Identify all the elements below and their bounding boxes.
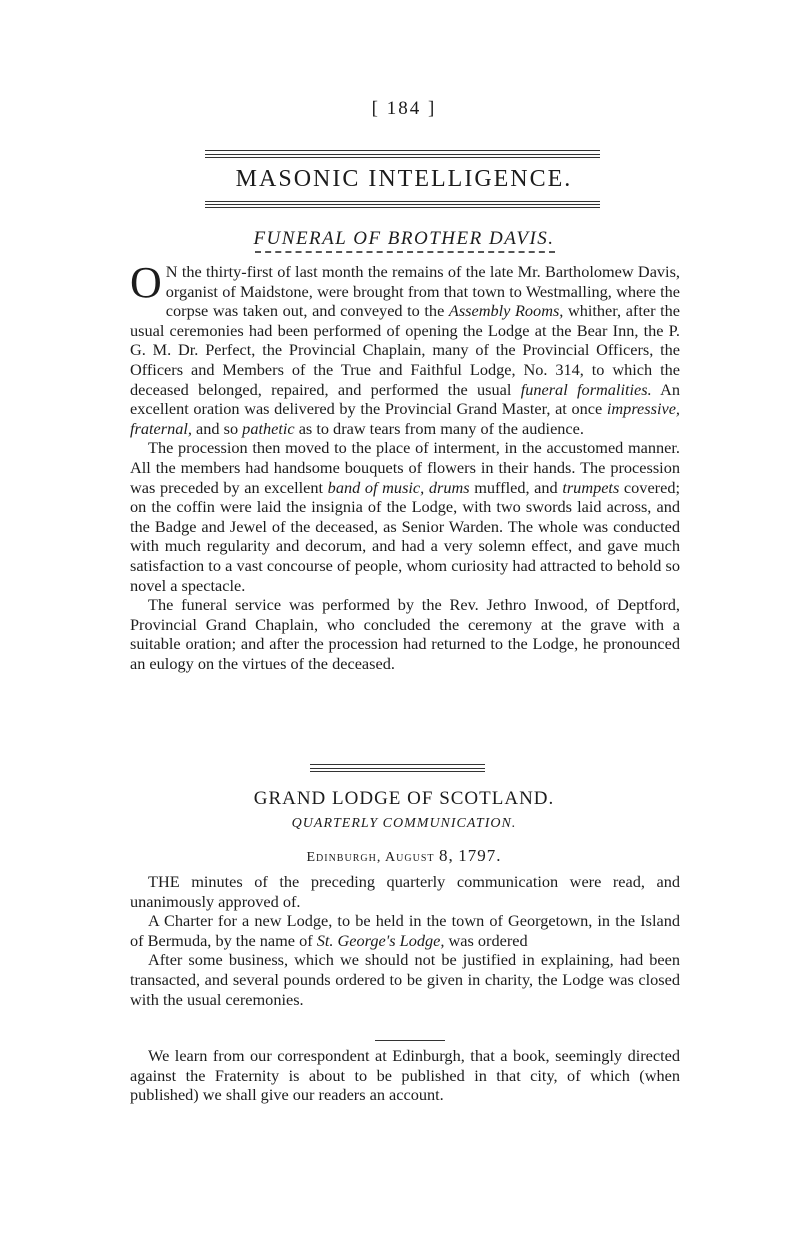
note-paragraph: We learn from our correspondent at Edinburgh, that a book, seemingly directed against the Fraternity is about to be published in that city, of which (when published) we shall give our readers an account.	[130, 1046, 680, 1105]
funeral-article-body	[130, 258, 681, 673]
funeral-paragraph-3: The funeral service was performed by the Rev. Jethro Inwood, of Deptford, Provincial Grand Chaplain, who concluded the ceremony at the grave with a suitable oration; and after the procession had returned to the Lodge, he pronounced an eulogy on the virtues of the deceased.	[130, 595, 680, 673]
scotland-article-body	[130, 872, 680, 1009]
scotland-paragraph-1: THE minutes of the preceding quarterly communication were read, and unanimously approved of.	[130, 872, 680, 911]
scotland-paragraph-3: After some business, which we should not be justified in explaining, had been transacted, and several pounds ordered to be given in charity, the Lodge was closed with the usual ceremonies.	[130, 950, 680, 1009]
dateline-year: 1797.	[458, 846, 502, 865]
top-rule-2	[205, 154, 600, 158]
section-rule-2	[205, 207, 600, 208]
mid-rule-2	[310, 768, 485, 772]
closing-note	[130, 1046, 680, 1105]
scotland-article-title: GRAND LODGE OF SCOTLAND.	[253, 788, 555, 809]
note-rule	[375, 1040, 445, 1041]
scotland-paragraph-2: A Charter for a new Lodge, to be held in the town of Georgetown, in the Island of Bermuda, by the name of St. George's Lodge, was ordered	[130, 911, 680, 950]
top-rule-1	[205, 150, 600, 151]
section-rule-1	[205, 201, 600, 205]
section-title: MASONIC INTELLIGENCE.	[235, 166, 573, 192]
dateline	[0, 846, 808, 866]
funeral-paragraph-2: The procession then moved to the place of interment, in the accustomed manner. All the members had handsome bouquets of flowers in their hands. The procession was preceded by an excellent band of music, drums muffled, and trumpets covered; on the coffin were laid the insignia of the Lodge, with two swords laid across, and the Badge and Jewel of the deceased, as Senior Warden. The whole was conducted with much regularity and decorum, and had a very solemn effect, and gave much satisfaction to a vast concourse of people, whom curiosity had attracted to behold so novel a spectacle.	[130, 438, 680, 595]
funeral-title-underline	[255, 251, 555, 253]
dateline-day: 8,	[439, 846, 454, 865]
scotland-article-subtitle: QUARTERLY COMMUNICATION.	[291, 816, 517, 831]
mid-rule-1	[310, 764, 485, 765]
funeral-article-title: FUNERAL OF BROTHER DAVIS.	[253, 228, 555, 249]
dateline-place: Edinburgh, August	[306, 850, 435, 865]
drop-cap: O	[130, 258, 162, 307]
funeral-paragraph-1: O N the thirty-first of last month the remains of the late Mr. Bartholomew Davis, organist of Maidstone, were brought from that town to Westmalling, where the corpse was taken out, and conveyed to the Assembly Rooms, whither, after the usual ceremonies had been performed of opening the Lodge at the Bear Inn, the P. G. M. Dr. Perfect, the Provincial Chaplain, many of the Provincial Officers, the Officers and Members of the True and Faithful Lodge, No. 314, to which the deceased belonged, repaired, and performed the usual funeral formalities. An excellent oration was delivered by the Provincial Grand Master, at once impressive, fraternal, and so pathetic as to draw tears from many of the audience.	[130, 258, 681, 438]
page-number: [ 184 ]	[371, 98, 437, 119]
